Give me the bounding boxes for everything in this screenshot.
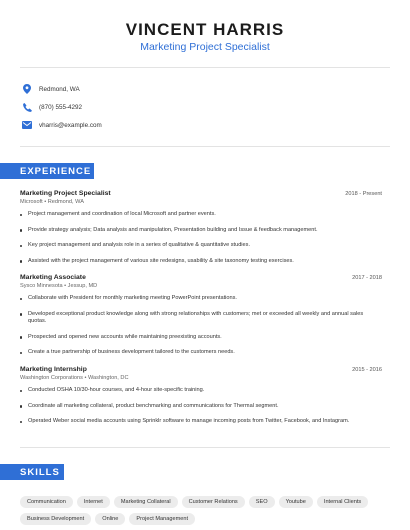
skill-chip: Internal Clients — [317, 496, 368, 508]
skill-chip: Internet — [77, 496, 110, 508]
experience-heading: EXPERIENCE — [0, 163, 94, 179]
skills-heading: SKILLS — [0, 464, 64, 480]
phone-icon — [22, 102, 32, 112]
resume-job-title: Marketing Project Specialist — [140, 41, 270, 53]
job-bullets — [20, 387, 382, 426]
contact-email-text: vharris@example.com — [39, 121, 102, 129]
job-bullet: Create a true partnership of business development tailored to the customers needs. — [20, 349, 382, 357]
skills-list — [20, 496, 390, 525]
contact-divider — [20, 146, 390, 147]
job-bullet: Collaborate with President for monthly marketing meeting PowerPoint presentations. — [20, 295, 382, 303]
job-company: Sysco Minnesota • Jessup, MD — [20, 283, 98, 289]
job-bullets — [20, 295, 382, 357]
job-dates: 2017 - 2018 — [352, 275, 382, 281]
skill-chip: SEO — [249, 496, 275, 508]
job-entry-2 — [20, 274, 382, 365]
job-entry-1 — [20, 190, 382, 273]
skill-chip: Project Management — [129, 513, 195, 525]
job-bullet: Provide strategy analysis; Data analysis and manipulation, Presentation building and Issue & feedback management. — [20, 227, 382, 235]
job-bullet: Assisted with the project management of various site redesigns, usability & site taxonomy testing exercises. — [20, 258, 382, 266]
job-bullet: Coordinate all marketing collateral, product benchmarking and communications for Thermal segment. — [20, 403, 382, 411]
job-dates: 2018 - Present — [345, 191, 382, 197]
contact-email — [22, 118, 102, 132]
skills-divider — [20, 447, 390, 448]
job-bullet: Key project management and analysis role in a series of qualitative & quantitative studies. — [20, 242, 382, 250]
job-bullets — [20, 211, 382, 265]
contact-phone-text: (870) 555-4292 — [39, 103, 83, 111]
skill-chip: Customer Relations — [182, 496, 245, 508]
job-bullet: Operated Weber social media accounts using Sprinklr software to manage incoming posts from Twitter, Facebook, and Instagram. — [20, 418, 382, 426]
job-title: Marketing Internship — [20, 366, 87, 373]
resume-name: VINCENT HARRIS — [125, 20, 285, 39]
contact-location-text: Redmond, WA — [39, 85, 80, 93]
location-pin-icon — [22, 84, 32, 94]
skill-chip: Online — [95, 513, 125, 525]
job-title: Marketing Associate — [20, 274, 86, 281]
job-company: Microsoft • Redmond, WA — [20, 199, 84, 205]
job-title: Marketing Project Specialist — [20, 190, 111, 197]
skill-chip: Business Development — [20, 513, 91, 525]
job-dates: 2015 - 2016 — [352, 367, 382, 373]
job-bullet: Developed exceptional product knowledge along with strong relationships with customers; met or exceeded all weekly and annual sales quotas. — [20, 311, 382, 326]
skill-chip: Marketing Collateral — [114, 496, 178, 508]
job-entry-3 — [20, 366, 382, 434]
header-divider — [20, 67, 390, 68]
contact-location — [22, 82, 80, 96]
job-bullet: Prospected and opened new accounts while maintaining preexisting accounts. — [20, 334, 382, 342]
job-bullet: Project management and coordination of local Microsoft and partner events. — [20, 211, 382, 219]
contact-phone — [22, 100, 82, 114]
skill-chip: Communication — [20, 496, 73, 508]
job-bullet: Conducted OSHA 10/30-hour courses, and 4-hour site-specific training. — [20, 387, 382, 395]
email-icon — [22, 120, 32, 130]
job-company: Washington Corporations • Washington, DC — [20, 375, 129, 381]
skill-chip: Youtube — [279, 496, 313, 508]
